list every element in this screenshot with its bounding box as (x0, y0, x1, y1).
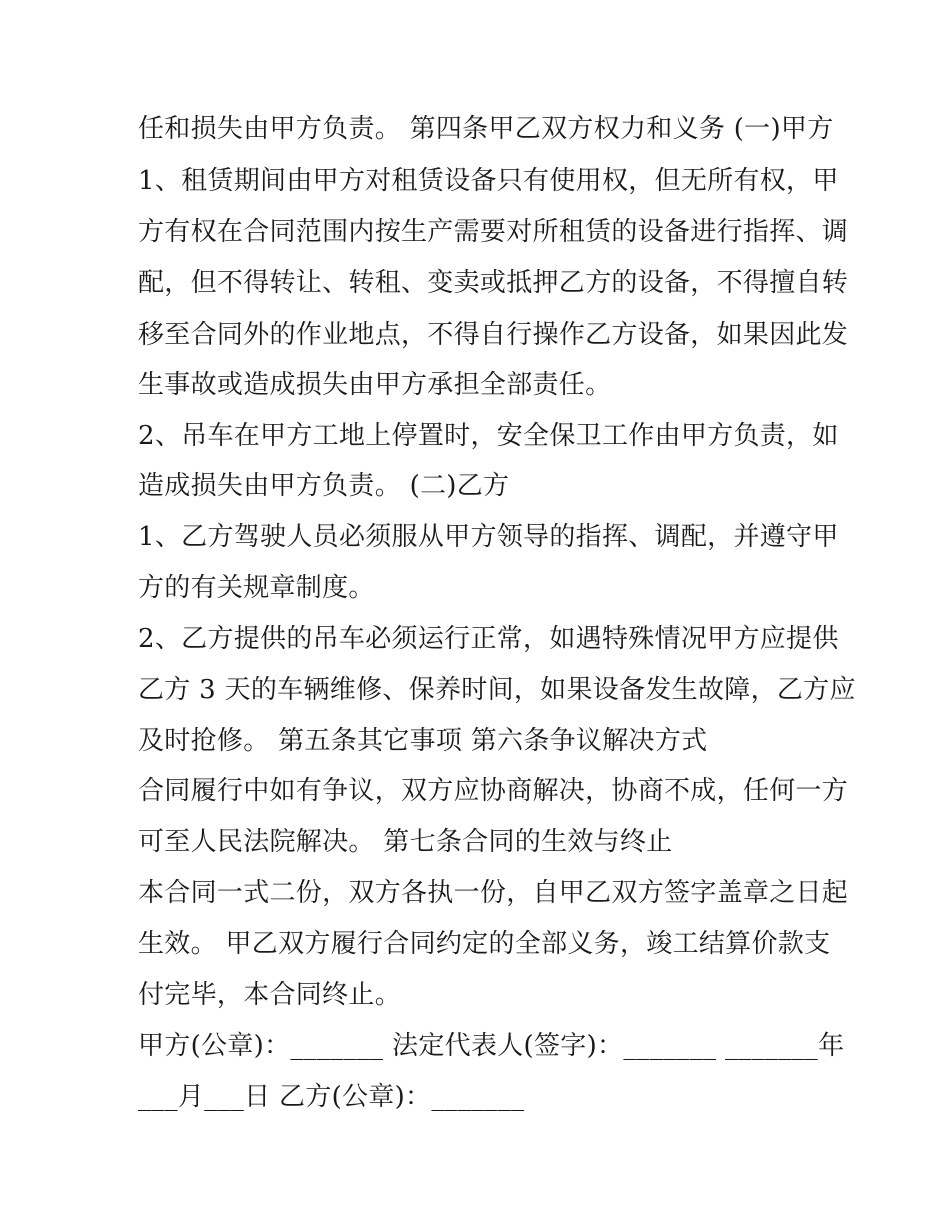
text-line: 2、乙方提供的吊车必须运行正常，如遇特殊情况甲方应提供 (138, 624, 839, 654)
text-line: 移至合同外的作业地点，不得自行操作乙方设备，如果因此发 (138, 320, 849, 350)
text-line: 任和损失由甲方负责。 第四条甲乙双方权力和义务 (一)甲方 (138, 114, 834, 144)
text-line: 乙方 3 天的车辆维修、保养时间，如果设备发生故障，乙方应 (138, 675, 856, 705)
text-line: 本合同一式二份，双方各执一份，自甲乙双方签字盖章之日起 (138, 878, 849, 908)
signature-line-party-a: 甲方(公章)：_______ 法定代表人(签字)：_______ _______年 (138, 1031, 845, 1061)
text-line: 配，但不得转让、转租、变卖或抵押乙方的设备，不得擅自转 (138, 268, 849, 298)
text-line: 及时抢修。 第五条其它事项 第六条争议解决方式 (138, 726, 708, 756)
text-line: 生效。 甲乙双方履行合同约定的全部义务，竣工结算价款支 (138, 929, 831, 959)
text-line: 付完毕，本合同终止。 (138, 980, 402, 1010)
text-line: 1、租赁期间由甲方对租赁设备只有使用权，但无所有权，甲 (138, 166, 839, 196)
text-line: 方有权在合同范围内按生产需要对所租赁的设备进行指挥、调 (138, 217, 849, 247)
text-line: 方的有关规章制度。 (138, 573, 375, 603)
text-line: 生事故或造成损失由甲方承担全部责任。 (138, 370, 612, 400)
text-line: 造成损失由甲方负责。 (二)乙方 (138, 471, 510, 501)
signature-line-party-b: ___月___日 乙方(公章)：_______ (138, 1082, 525, 1112)
text-line: 1、乙方驾驶人员必须服从甲方领导的指挥、调配，并遵守甲 (138, 522, 839, 552)
text-line: 可至人民法院解决。 第七条合同的生效与终止 (138, 827, 673, 857)
text-line: 合同履行中如有争议，双方应协商解决，协商不成，任何一方 (138, 776, 849, 806)
text-line: 2、吊车在甲方工地上停置时，安全保卫工作由甲方负责，如 (138, 421, 839, 451)
